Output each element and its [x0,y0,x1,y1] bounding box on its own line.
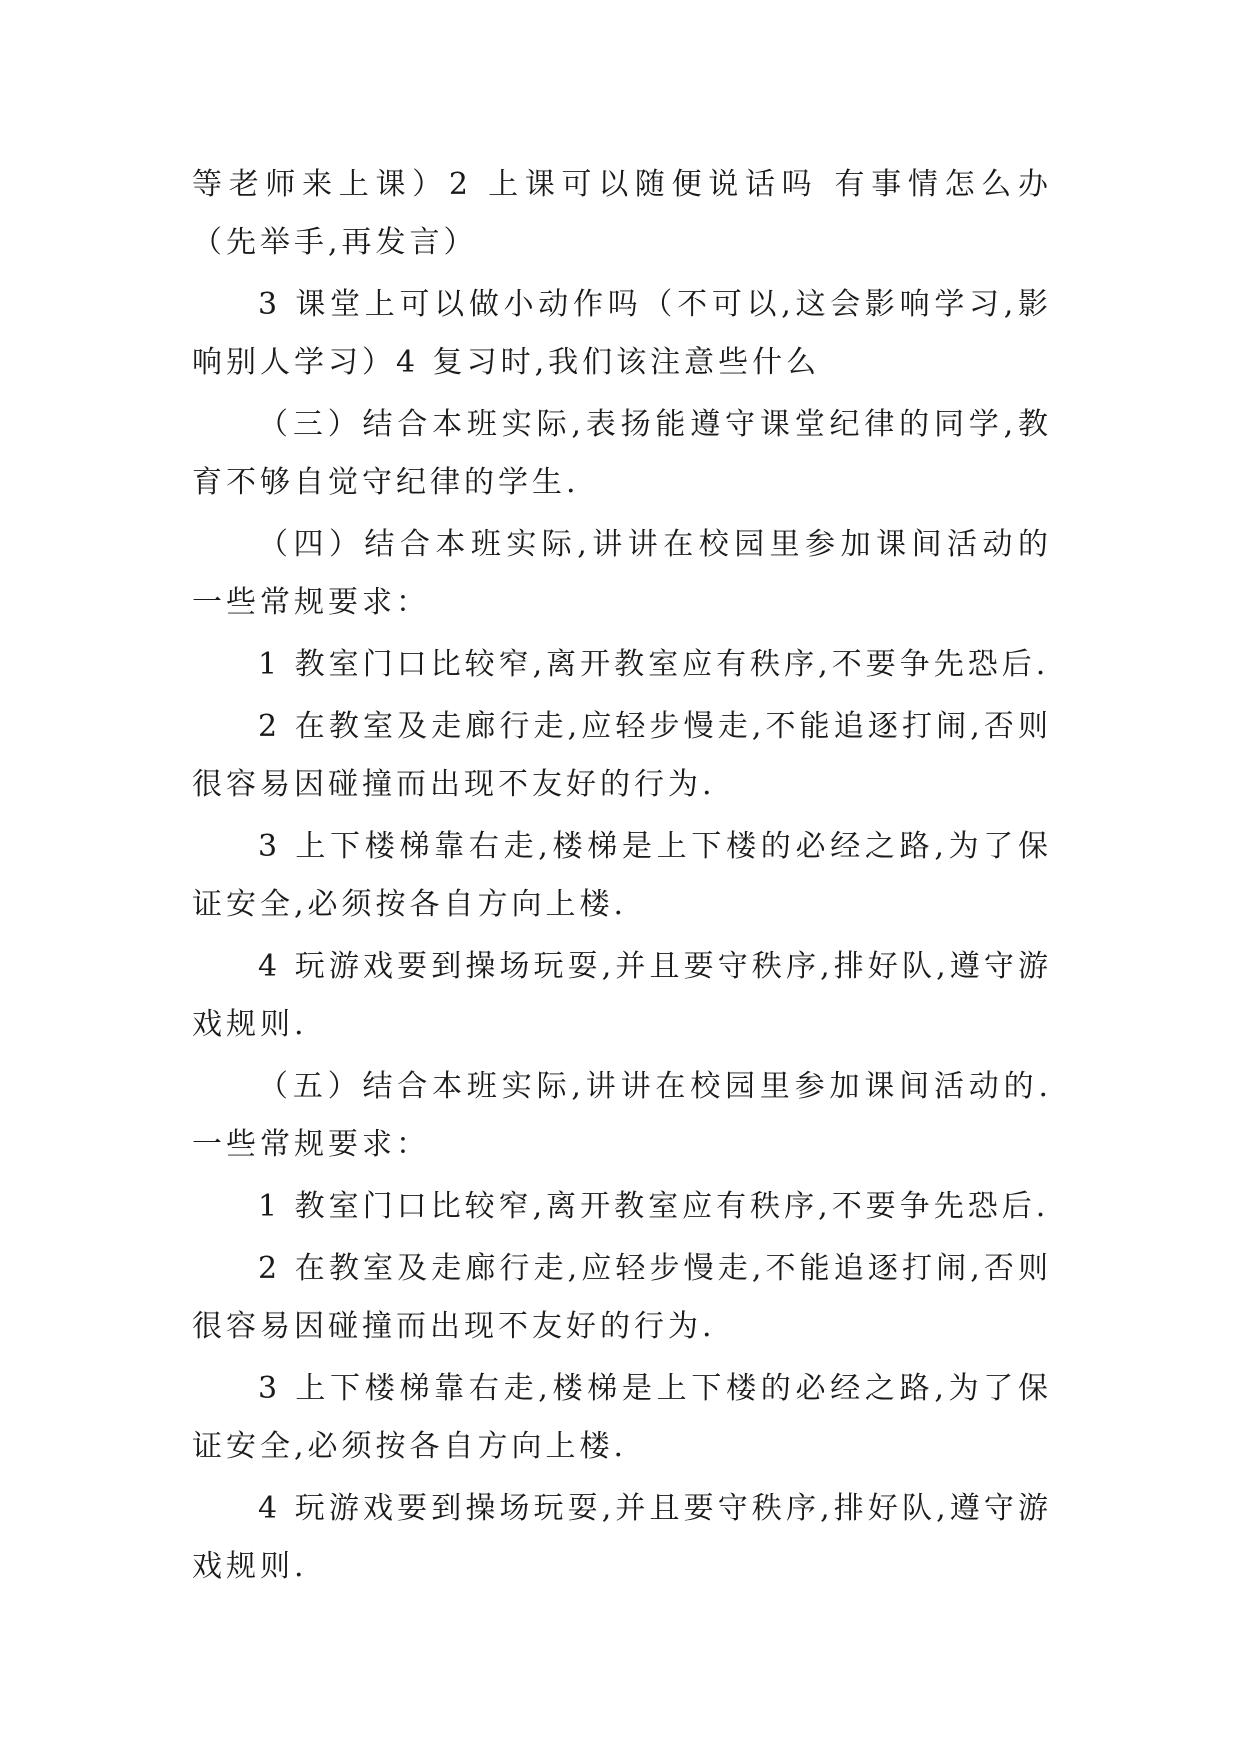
paragraph-7: 3 上下楼梯靠右走,楼梯是上下楼的必经之路,为了保证安全,必须按各自方向上楼. [192,829,1052,922]
paragraph-10: 1 教室门口比较窄,离开教室应有秩序,不要争先恐后. [258,1189,1050,1224]
paragraph-4: （四）结合本班实际,讲讲在校园里参加课间活动的一些常规要求： [192,527,1052,620]
paragraph-2: 3 课堂上可以做小动作吗（不可以,这会影响学习,影响别人学习）4 复习时,我们该注意些什么 [192,287,1052,380]
paragraph-3: （三）结合本班实际,表扬能遵守课堂纪律的同学,教育不够自觉守纪律的学生. [192,407,1052,500]
paragraph-6: 2 在教室及走廊行走,应轻步慢走,不能追逐打闹,否则很容易因碰撞而出现不友好的行为. [192,709,1052,802]
paragraph-11: 2 在教室及走廊行走,应轻步慢走,不能追逐打闹,否则很容易因碰撞而出现不友好的行为. [192,1251,1052,1344]
paragraph-1: 等老师来上课）2 上课可以随便说话吗 有事情怎么办（先举手,再发言） [192,167,1052,260]
paragraph-9: （五）结合本班实际,讲讲在校园里参加课间活动的.一些常规要求： [192,1069,1052,1162]
document-body [192,156,1052,1600]
paragraph-12: 3 上下楼梯靠右走,楼梯是上下楼的必经之路,为了保证安全,必须按各自方向上楼. [192,1371,1052,1464]
paragraph-13: 4 玩游戏要到操场玩耍,并且要守秩序,排好队,遵守游戏规则. [192,1491,1052,1584]
paragraph-5: 1 教室门口比较窄,离开教室应有秩序,不要争先恐后. [258,647,1050,682]
paragraph-8: 4 玩游戏要到操场玩耍,并且要守秩序,排好队,遵守游戏规则. [192,949,1052,1042]
